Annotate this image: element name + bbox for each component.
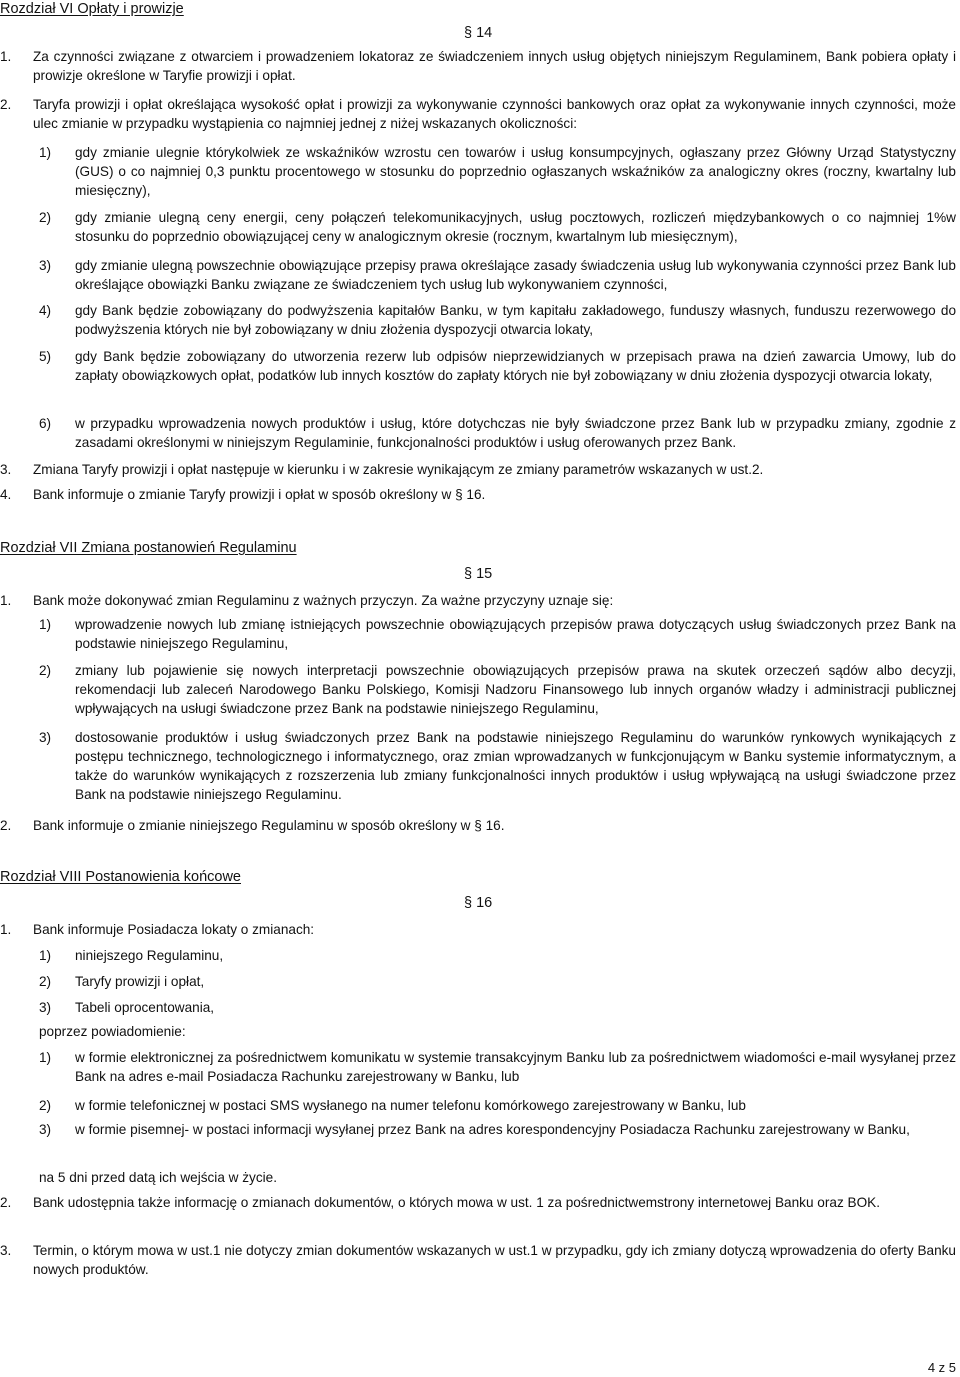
section-heading-vii: Rozdział VII Zmiana postanowień Regulaminu [0,540,297,556]
paragraph-number: 2. [0,1195,12,1210]
item-number: 2) [39,974,52,989]
paragraph-text: Bank udostępnia także informację o zmianach dokumentów, o których mowa w ust. 1 za pośrednictwemstrony internetowej Banku oraz BOK. [33,1195,881,1210]
item-text: wprowadzenie nowych lub zmianę istniejących powszechnie obowiązujących przepisów prawa dotyczących usług świadczonych przez Bank na podstawie niniejszego Regulaminu, [75,617,956,651]
paragraph-14-2 [0,95,956,133]
item-text: w przypadku wprowadzenia nowych produktów i usług, które dotychczas nie były świadczone przez Bank lub w przypadku zmiany, zgodnie z zasadami określonymi w niniejszym Regulaminie, funkcjonalności produktów i usług oferowanych przez Bank. [75,416,956,450]
paragraph-15-2 [0,816,956,835]
item-text: w formie telefonicznej w postaci SMS wysłanego na numer telefonu komórkowego zarejestrowany w Banku, lub [75,1098,746,1113]
item-text: niniejszego Regulaminu, [75,948,224,963]
item-text: gdy zmianie ulegnie którykolwiek ze wskaźników wzrostu cen towarów i usług konsumpcyjnych, ogłaszany przez Główny Urząd Statystyczny (GUS) o co najmniej 0,3 punktu procentowego w stosunku do poprzednio ogłaszanych wskaźników za analogiczny okres (roczny, kwartalny lub miesięczny), [75,145,956,198]
list-item-15-1-1 [39,615,956,653]
list-item-14-2-1 [39,143,956,200]
list-item-14-2-3 [39,256,956,294]
change-item-2 [39,972,956,991]
page-number: 4 z 5 [927,1360,956,1375]
list-item-15-1-3 [39,728,956,804]
item-text: gdy Bank będzie zobowiązany do podwyższenia kapitałów Banku, w tym kapitału zakładowego, funduszy własnych, funduszu rezerwowego do podwyższenia których nie był zobowiązany w dniu złożenia dyspozycji otwarcia lokaty, [75,303,956,337]
list-item-14-2-2 [39,208,956,246]
item-text: w formie pisemnej- w postaci informacji wysyłanej przez Bank na adres korespondencyjny Posiadacza Rachunku zarejestrowany w Banku, [75,1122,910,1137]
paragraph-14-4 [0,485,956,504]
item-text: Taryfy prowizji i opłat, [75,974,205,989]
paragraph-15-1 [0,591,956,610]
item-number: 2) [39,1098,52,1113]
paragraph-number: 1. [0,49,12,64]
paragraph-text: Zmiana Taryfy prowizji i opłat następuje w kierunku i w zakresie wynikającym ze zmiany parametrów wskazanych w ust.2. [33,462,764,477]
paragraph-16-2 [0,1193,956,1212]
paragraph-text: Bank informuje Posiadacza lokaty o zmianach: [33,922,315,937]
paragraph-text: Bank może dokonywać zmian Regulaminu z ważnych przyczyn. Za ważne przyczyny uznaje się: [33,593,614,608]
item-number: 2) [39,663,52,678]
item-number: 5) [39,349,52,364]
item-number: 1) [39,617,52,632]
item-text: w formie elektronicznej za pośrednictwem komunikatu w systemie transakcyjnym Banku lub za pośrednictwem wiadomości e-mail wysyłanej przez Bank na adres e-mail Posiadacza Rachunku zarejestrowany w Banku, lub [75,1050,956,1084]
item-text: Tabeli oprocentowania, [75,1000,215,1015]
item-text: zmiany lub pojawienie się nowych interpretacji powszechnie obowiązujących przepisów prawa na skutek orzeczeń sądów albo decyzji, rekomendacji lub zaleceń Narodowego Banku Polskiego, Komisji Nadzoru Finansowego lub innych organów władzy i administracji publicznej wpływających na usługi świadczone przez Bank na podstawie niniejszego Regulaminu, [75,663,956,716]
paragraph-text: Bank informuje o zmianie niniejszego Regulaminu w sposób określony w § 16. [33,818,505,833]
item-number: 3) [39,730,52,745]
section-number-15: § 15 [464,566,493,582]
list-item-14-2-4 [39,301,956,339]
paragraph-14-1 [0,47,956,85]
paragraph-text: Za czynności związane z otwarciem i prowadzeniem lokatoraz ze świadczeniem innych usług objętych niniejszym Regulaminem, Bank pobiera opłaty i prowizje określone w Taryfie prowizji i opłat. [33,49,956,83]
list-item-14-2-5 [39,347,956,385]
list-item-14-2-6 [39,414,956,452]
item-number: 4) [39,303,52,318]
list-item-15-1-2 [39,661,956,718]
paragraph-text: Termin, o którym mowa w ust.1 nie dotyczy zmian dokumentów wskazanych w ust.1 w przypadku, gdy ich zmiany dotyczą wprowadzenia do oferty Banku nowych produktów. [33,1243,956,1277]
item-text: gdy zmianie ulegną ceny energii, ceny połączeń telekomunikacyjnych, usług pocztowych, rozliczeń międzybankowych o co najmniej 1%w stosunku do poprzednio obowiązującej ceny w analogicznym okresie (rocznym, kwartalnym lub miesięcznym), [75,210,956,244]
section-number-14: § 14 [464,25,493,41]
paragraph-number: 1. [0,593,12,608]
paragraph-16-1 [0,920,956,939]
item-number: 3) [39,1000,52,1015]
paragraph-text: Bank informuje o zmianie Taryfy prowizji i opłat w sposób określony w § 16. [33,487,486,502]
item-number: 1) [39,145,52,160]
paragraph-text: Taryfa prowizji i opłat określająca wysokość opłat i prowizji za wykonywanie czynności bankowych oraz opłat za wykonywanie innych czynności, może ulec zmianie w przypadku wystąpienia co najmniej jednej z niżej wskazanych okoliczności: [33,97,956,131]
section-heading-viii: Rozdział VIII Postanowienia końcowe [0,869,241,885]
method-item-1 [39,1048,956,1086]
item-number: 3) [39,1122,52,1137]
paragraph-number: 3. [0,462,12,477]
paragraph-number: 1. [0,922,12,937]
timing-note: na 5 dni przed datą ich wejścia w życie. [39,1170,278,1185]
paragraph-number: 4. [0,487,12,502]
item-number: 6) [39,416,52,431]
paragraph-14-3 [0,460,956,479]
change-item-3 [39,998,956,1017]
paragraph-number: 3. [0,1243,12,1258]
item-number: 3) [39,258,52,273]
notification-label: poprzez powiadomienie: [39,1024,186,1039]
item-text: dostosowanie produktów i usług świadczonych przez Bank na podstawie niniejszego Regulaminu do warunków rynkowych wynikających z postępu technicznego, technologicznego i informatycznego, oraz zmian wprowadzanych w funkcjonującym w Banku systemie informatycznym, a także do warunków wynikających z rozszerzenia lub zmiany funkcjonalności innych produktów i usług wpływającą na usługi świadczone przez Bank na podstawie niniejszego Regulaminu. [75,730,956,802]
item-text: gdy Bank będzie zobowiązany do utworzenia rezerw lub odpisów nieprzewidzianych w przepisach prawa na dzień zawarcia Umowy, lub do zapłaty obowiązkowych opłat, podatków lub innych kosztów do zapłaty których nie był zobowiązany w dniu złożenia dyspozycji otwarcia lokaty, [75,349,956,383]
item-number: 1) [39,1050,52,1065]
paragraph-16-3 [0,1241,956,1279]
paragraph-number: 2. [0,97,12,112]
paragraph-number: 2. [0,818,12,833]
item-text: gdy zmianie ulegną powszechnie obowiązujące przepisy prawa określające zasady świadczenia usług lub wykonywania czynności przez Bank lub określające obowiązki Banku związane ze świadczeniem tych usług lub wykonywaniem czynności, [75,258,956,292]
item-number: 1) [39,948,52,963]
item-number: 2) [39,210,52,225]
section-heading-vi: Rozdział VI Opłaty i prowizje [0,1,184,17]
change-item-1 [39,946,956,965]
method-item-2 [39,1096,956,1115]
method-item-3 [39,1120,956,1139]
section-number-16: § 16 [464,895,493,911]
